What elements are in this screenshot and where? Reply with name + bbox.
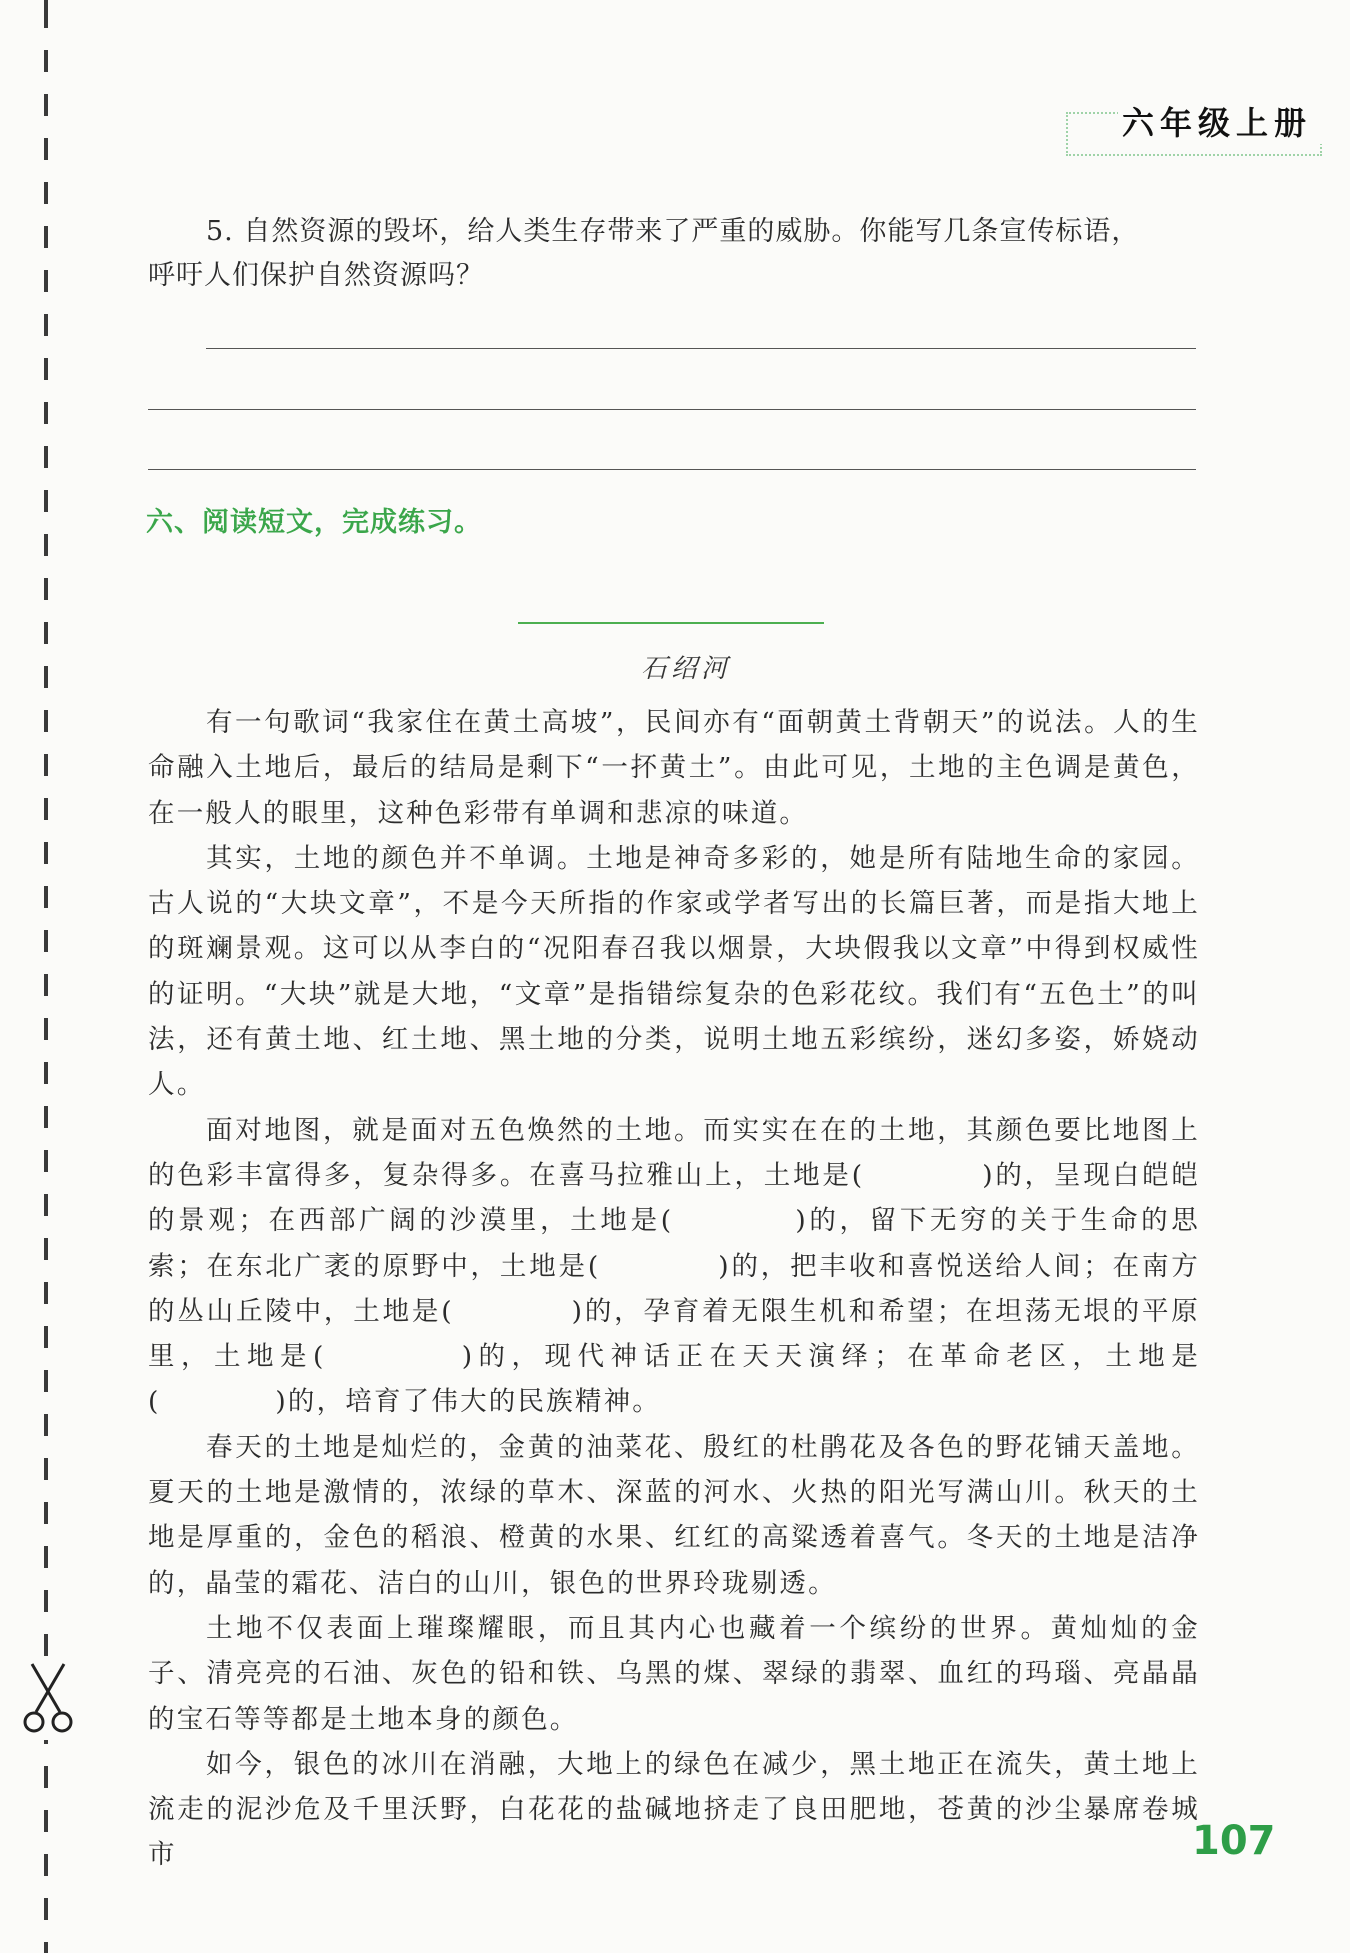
answer-line-1[interactable] (206, 348, 1196, 349)
grade-label: 六年级上册 (1118, 98, 1342, 144)
paragraph-5: 土地不仅表面上璀璨耀眼，而且其内心也藏着一个缤纷的世界。黄灿灿的金子、清亮亮的石油、灰色的铅和铁、乌黑的煤、翠绿的翡翠、血红的玛瑙、亮晶晶的宝石等等都是土地本身的颜色。 (148, 1612, 1200, 1735)
paragraph-3: 面对地图，就是面对五色焕然的土地。而实实在在的土地，其颜色要比地图上的色彩丰富得多，复杂得多。在喜马拉雅山上，土地是( )的，呈现白皑皑的景观；在西部广阔的沙漠里，土地是( )的，留下无穷的关于生命的思索；在东北广袤的原野中，土地是( )的，把丰收和喜悦送给人间；在南方的丛山丘陵中，土地是( )的，孕育着无限生机和希望；在坦荡无垠的平原里，土地是( )的，现代神话正在天天演绎；在革命老区，土地是( )的，培育了伟大的民族精神。 (148, 1114, 1200, 1418)
paragraph-2: 其实，土地的颜色并不单调。土地是神奇多彩的，她是所有陆地生命的家园。古人说的“大块文章”，不是今天所指的作家或学者写出的长篇巨著，而是指大地上的斑斓景观。这可以从李白的“况阳春召我以烟景，大块假我以文章”中得到权威性的证明。“大块”就是大地，“文章”是指错综复杂的色彩花纹。我们有“五色土”的叫法，还有黄土地、红土地、黑土地的分类，说明土地五彩缤纷，迷幻多姿，娇娆动人。 (148, 842, 1200, 1101)
paragraph-6: 如今，银色的冰川在消融，大地上的绿色在减少，黑土地正在流失，黄土地上流走的泥沙危及千里沃野，白花花的盐碱地挤走了良田肥地，苍黄的沙尘暴席卷城市 (148, 1748, 1200, 1871)
answer-line-3[interactable] (148, 469, 1196, 470)
question-5-text: 5. 自然资源的毁坏，给人类生存带来了严重的威胁。你能写几条宣传标语， (206, 216, 1140, 247)
paragraph-4: 春天的土地是灿烂的，金黄的油菜花、殷红的杜鹃花及各色的野花铺天盖地。夏天的土地是激情的，浓绿的草木、深蓝的河水、火热的阳光写满山川。秋天的土地是厚重的，金色的稻浪、橙黄的水果、红红的高粱透着喜气。冬天的土地是洁净的，晶莹的霜花、洁白的山川，银色的世界玲珑剔透。 (148, 1431, 1200, 1599)
answer-line-2[interactable] (148, 409, 1196, 410)
article-body (148, 700, 1200, 1878)
section-6-title: 六、阅读短文，完成练习。 (146, 507, 482, 538)
title-divider (518, 622, 824, 624)
article-title: 石绍河 (640, 654, 731, 684)
scissors-icon (22, 1660, 74, 1740)
question-5-text-cont: 呼吁人们保护自然资源吗？ (148, 260, 484, 291)
question-5 (148, 210, 1198, 298)
paragraph-1: 有一句歌词“我家住在黄土高坡”，民间亦有“面朝黄土背朝天”的说法。人的生命融入土地后，最后的结局是剩下“一抔黄土”。由此可见，土地的主色调是黄色，在一般人的眼里，这种色彩带有单调和悲凉的味道。 (148, 707, 1200, 829)
page-number: 107 (1192, 1818, 1276, 1864)
